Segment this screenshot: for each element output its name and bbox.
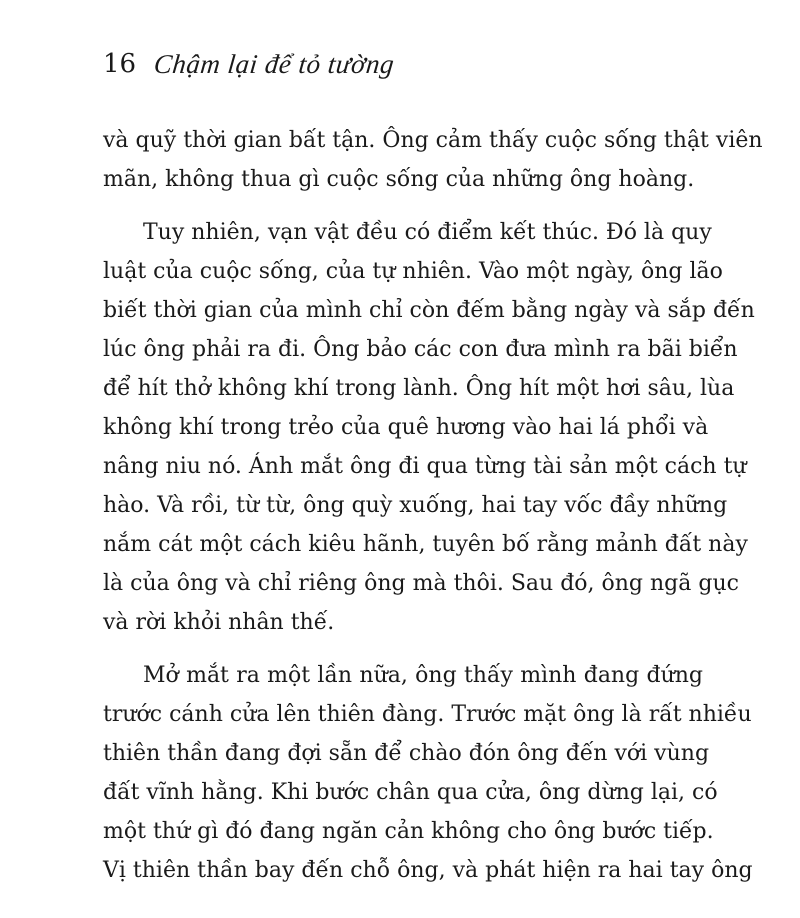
- text-line: một thứ gì đó đang ngăn cản không cho ông bước tiếp.: [103, 819, 714, 844]
- text-line: Mở mắt ra một lần nữa, ông thấy mình đang đứng: [143, 663, 703, 688]
- text-line: luật của cuộc sống, của tự nhiên. Vào một ngày, ông lão: [103, 259, 723, 284]
- page-number: 16: [103, 49, 137, 79]
- text-line: nâng niu nó. Ánh mắt ông đi qua từng tài sản một cách tự: [103, 454, 747, 479]
- text-line: và rời khỏi nhân thế.: [103, 610, 335, 635]
- text-line: đất vĩnh hằng. Khi bước chân qua cửa, ông dừng lại, có: [103, 780, 718, 805]
- paragraph-1: [103, 121, 763, 199]
- text-line: thiên thần đang đợi sẵn để chào đón ông đến với vùng: [103, 741, 710, 766]
- body-text: [103, 121, 763, 890]
- running-title: Chậm lại để tỏ tường: [152, 48, 396, 79]
- text-line: nắm cát một cách kiêu hãnh, tuyên bố rằng mảnh đất này: [103, 532, 748, 557]
- text-line: và quỹ thời gian bất tận. Ông cảm thấy cuộc sống thật viên: [103, 128, 763, 153]
- text-line: hào. Và rồi, từ từ, ông quỳ xuống, hai tay vốc đầy những: [103, 493, 728, 518]
- text-line: Vị thiên thần bay đến chỗ ông, và phát hiện ra hai tay ông: [103, 858, 753, 883]
- text-line: biết thời gian của mình chỉ còn đếm bằng ngày và sắp đến: [103, 298, 755, 323]
- text-line: trước cánh cửa lên thiên đàng. Trước mặt ông là rất nhiều: [103, 702, 752, 727]
- text-line: không khí trong trẻo của quê hương vào hai lá phổi và: [103, 415, 709, 440]
- running-header: [103, 44, 394, 84]
- text-line: để hít thở không khí trong lành. Ông hít một hơi sâu, lùa: [103, 376, 735, 401]
- paragraph-2: [103, 213, 755, 642]
- text-line: mãn, không thua gì cuộc sống của những ông hoàng.: [103, 167, 695, 192]
- text-line: Tuy nhiên, vạn vật đều có điểm kết thúc. Đó là quy: [143, 220, 712, 245]
- text-line: lúc ông phải ra đi. Ông bảo các con đưa mình ra bãi biển: [103, 337, 738, 362]
- text-line: là của ông và chỉ riêng ông mà thôi. Sau đó, ông ngã gục: [103, 571, 739, 596]
- paragraph-3: [103, 656, 753, 890]
